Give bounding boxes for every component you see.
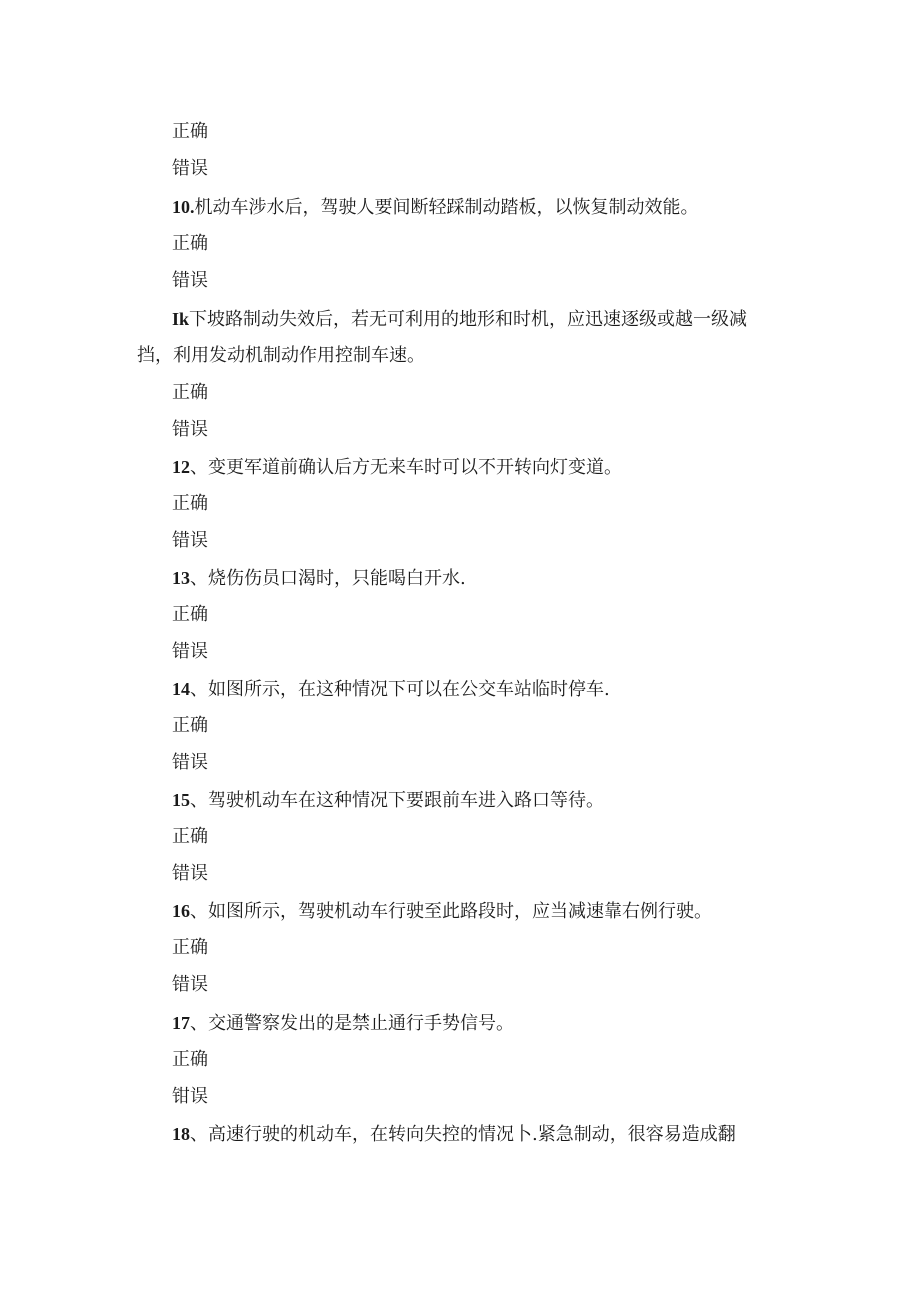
option-wrong: 错误	[172, 752, 208, 773]
option-correct: 正确	[172, 604, 208, 625]
question-text: 、如图所示，驾驶机动车行驶至此路段时，应当减速靠右例行驶。	[190, 901, 712, 922]
question-text: 机动车涉水后，驾驶人要间断轻踩制动踏板，以恢复制动效能。	[194, 197, 699, 218]
option-wrong: 错误	[172, 974, 208, 995]
question-number: 13	[172, 568, 190, 588]
question-10	[172, 195, 699, 220]
question-15	[172, 788, 604, 813]
question-11	[172, 307, 747, 332]
question-13	[172, 566, 466, 591]
option-correct: 正确	[172, 233, 208, 254]
question-text: 、交通警察发出的是禁止通行手势信号。	[190, 1013, 514, 1034]
question-16	[172, 899, 712, 924]
question-number: 18	[172, 1124, 190, 1144]
question-text: 、如图所示，在这种情况下可以在公交车站临时停车.	[190, 679, 610, 700]
question-text: 、变更军道前确认后方无来车时可以不开转向灯变道。	[190, 457, 622, 478]
question-number: 14	[172, 679, 190, 699]
question-12	[172, 455, 622, 480]
option-correct: 正确	[172, 1049, 208, 1070]
question-number: 10.	[172, 197, 195, 217]
question-number: 16	[172, 901, 190, 921]
option-wrong: 错误	[172, 158, 208, 179]
option-wrong: 错误	[172, 419, 208, 440]
question-14	[172, 677, 610, 702]
option-correct: 正确	[172, 121, 208, 142]
question-text: 下坡路制动失效后，若无可利用的地形和时机，应迅速逐级或越一级减	[189, 309, 748, 330]
option-correct: 正确	[172, 937, 208, 958]
option-wrong: 错误	[172, 641, 208, 662]
option-correct: 正确	[172, 493, 208, 514]
option-wrong: 钳误	[172, 1086, 208, 1107]
question-text: 、驾驶机动车在这种情况下要跟前车进入路口等待。	[190, 790, 604, 811]
question-18	[172, 1122, 736, 1147]
option-correct: 正确	[172, 715, 208, 736]
question-17	[172, 1011, 514, 1036]
option-wrong: 错误	[172, 530, 208, 551]
option-correct: 正确	[172, 382, 208, 403]
question-text: 、烧伤伤员口渴时，只能喝白开水.	[190, 568, 466, 589]
option-correct: 正确	[172, 826, 208, 847]
question-11-continuation: 挡，利用发动机制动作用控制车速。	[137, 345, 425, 366]
question-number: Ik	[172, 309, 190, 329]
question-text: 、高速行驶的机动车，在转向失控的情况卜.紧急制动，很容易造成翻	[190, 1124, 736, 1145]
option-wrong: 错误	[172, 863, 208, 884]
option-wrong: 错误	[172, 270, 208, 291]
question-number: 15	[172, 790, 190, 810]
question-number: 17	[172, 1013, 190, 1033]
question-number: 12	[172, 457, 190, 477]
